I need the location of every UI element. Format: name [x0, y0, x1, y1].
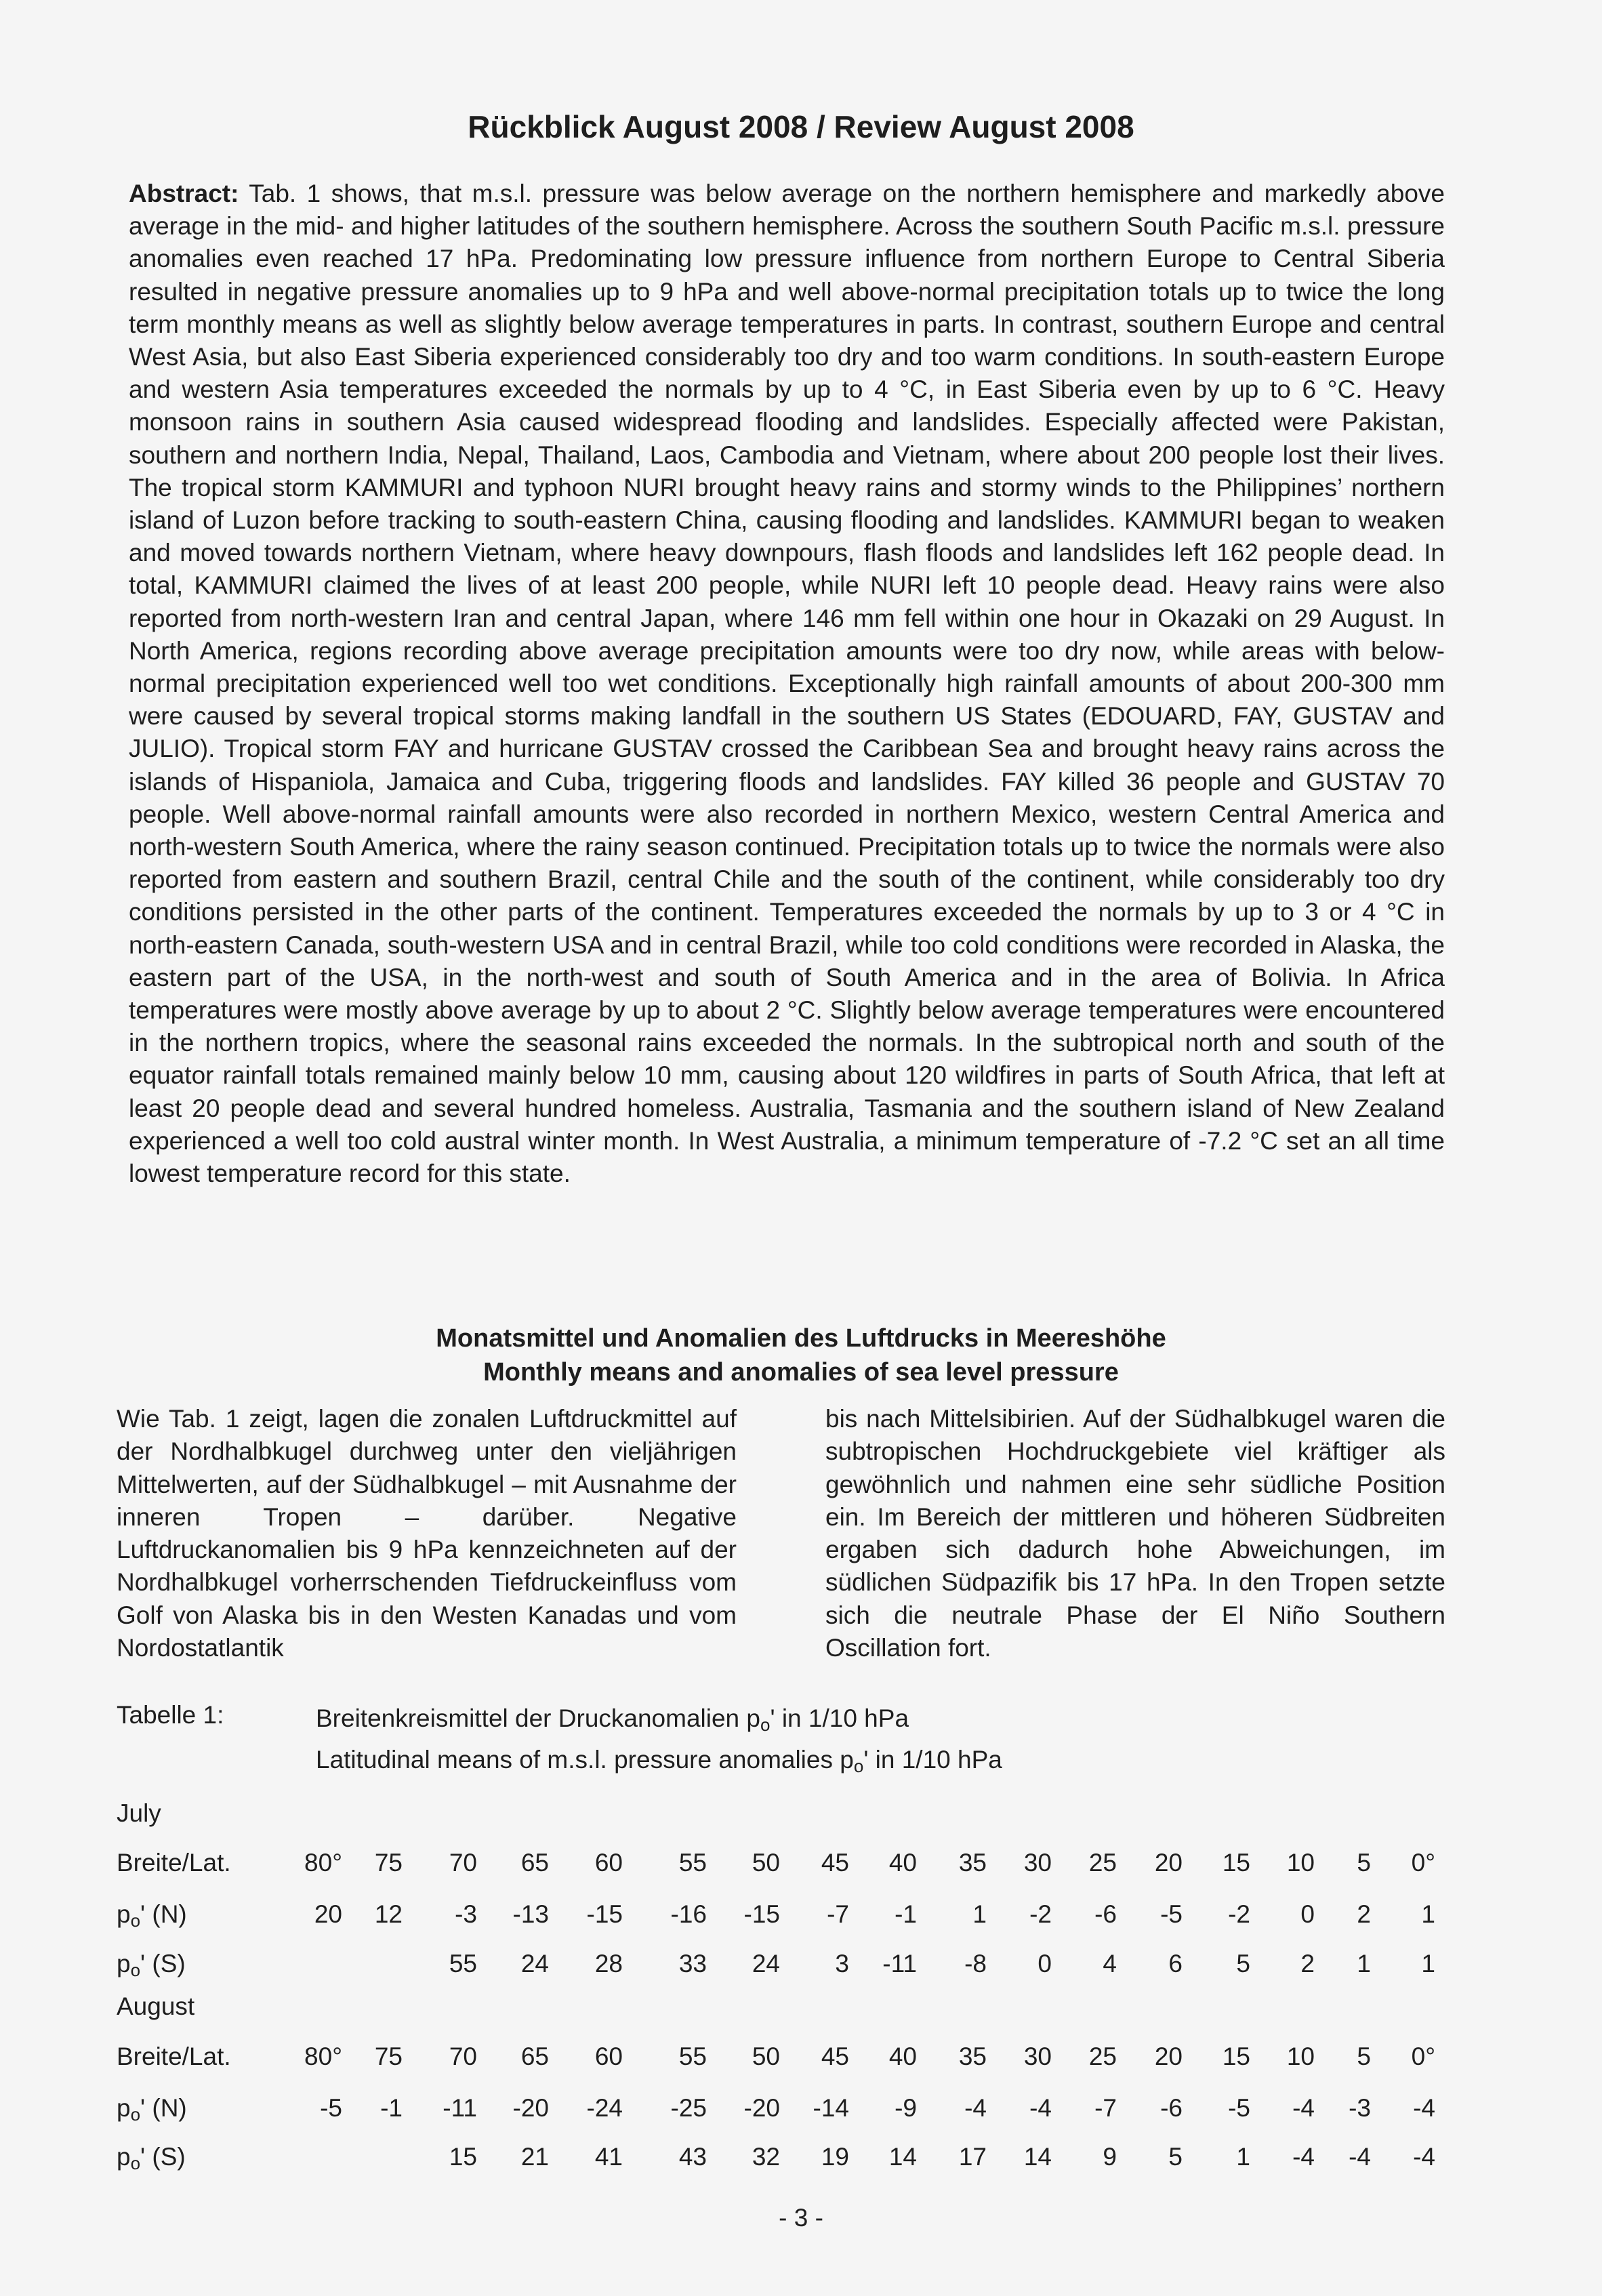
section-heading-en: Monthly means and anomalies of sea level pressure: [483, 1358, 1119, 1387]
table-cell: 65: [520, 2043, 549, 2070]
body-column-right: bis nach Mittelsibirien. Auf der Südhalbkugel waren die subtropischen Hochdruckgebiete viel kräftiger als gewöhnlich und nahmen eine sehr südliche Position ein. Im Bereich der mittleren und höheren Südbreiten ergaben sich dadurch hohe Abweichungen, im südlichen Südpazifik bis 17 hPa. In den Tropen setzte sich die neutrale Phase der El Niño Southern Oscillation fort.: [825, 1405, 1445, 1662]
table-caption: [316, 1701, 1002, 1784]
table-row: [0, 1950, 1602, 1984]
caption-de-text: Breitenkreismittel der Druckanomalien p: [316, 1704, 760, 1732]
table-cell: -16: [670, 1900, 707, 1928]
abstract-label: Abstract:: [129, 180, 239, 207]
table-cell: -6: [1160, 2094, 1183, 2122]
table-cell: 17: [958, 2143, 987, 2171]
table-cell: 55: [678, 1849, 707, 1877]
table-cell: 5: [1357, 2043, 1371, 2070]
table-cell: -5: [1160, 1900, 1183, 1928]
table-cell: 65: [520, 1849, 549, 1877]
table-cell: 6: [1168, 1950, 1183, 1977]
table-cell: 40: [888, 2043, 917, 2070]
table-cell: 45: [821, 2043, 849, 2070]
table-cell: 20: [314, 1900, 342, 1928]
table-cell: 60: [594, 1849, 623, 1877]
table-cell: 1: [1236, 2143, 1250, 2171]
table-cell: 15: [1222, 1849, 1250, 1877]
table-month-heading: August: [117, 1992, 195, 2020]
table-cell: 32: [752, 2143, 780, 2171]
p-subscript: o: [130, 2104, 141, 2125]
table-cell: 43: [678, 2143, 707, 2171]
hemisphere-suffix: ' (S): [140, 2143, 186, 2171]
table-cell: 0: [1300, 1900, 1315, 1928]
table-label: Tabelle 1:: [117, 1701, 224, 1729]
table-cell: -4: [1292, 2094, 1315, 2122]
table-cell: -7: [1094, 2094, 1117, 2122]
table-cell: 33: [678, 1950, 707, 1977]
table-cell: 5: [1168, 2143, 1183, 2171]
table-cell: 1: [1421, 1900, 1435, 1928]
table-cell: 75: [374, 1849, 403, 1877]
table-cell: 35: [958, 1849, 987, 1877]
table-cell: -20: [743, 2094, 780, 2122]
row-label-north: [117, 1900, 187, 1931]
table-cell: 30: [1023, 2043, 1052, 2070]
table-cell: 80°: [304, 2043, 342, 2070]
section-heading: [0, 1321, 1602, 1389]
p-symbol: p: [117, 2094, 131, 2122]
p-subscript: o: [130, 1960, 141, 1980]
table-cell: 20: [1154, 2043, 1183, 2070]
row-label-latitude: Breite/Lat.: [117, 2043, 231, 2070]
row-label-south: [117, 2143, 186, 2174]
table-cell: 80°: [304, 1849, 342, 1877]
table-cell: -15: [743, 1900, 780, 1928]
caption-de-subscript: o: [760, 1715, 771, 1735]
p-subscript: o: [130, 1910, 141, 1931]
body-column-left: Wie Tab. 1 zeigt, lagen die zonalen Luftdruckmittel auf der Nordhalbkugel durchweg unter den vieljährigen Mittelwerten, auf der Südhalbkugel – mit Ausnahme der inneren Tropen – darüber. Negative Luftdruckanomalien bis 9 hPa kennzeichneten auf der Nordhalbkugel vorherrschenden Tiefdruckeinfluss vom Golf von Alaska bis in den Westen Kanadas und vom Nordostatlantik: [117, 1405, 737, 1662]
table-cell: -4: [1029, 2094, 1052, 2122]
table-cell: -7: [827, 1900, 849, 1928]
table-row: [0, 1900, 1602, 1934]
table-cell: -4: [1292, 2143, 1315, 2171]
table-cell: 10: [1286, 2043, 1315, 2070]
table-cell: 75: [374, 2043, 403, 2070]
table-cell: 9: [1103, 2143, 1117, 2171]
table-cell: -15: [586, 1900, 623, 1928]
table-cell: -2: [1228, 1900, 1250, 1928]
p-subscript: o: [130, 2153, 141, 2173]
table-cell: -4: [964, 2094, 987, 2122]
table-cell: -3: [455, 1900, 477, 1928]
table-cell: -3: [1349, 2094, 1371, 2122]
table-cell: 24: [752, 1950, 780, 1977]
row-label-south: [117, 1950, 186, 1981]
abstract-text: Tab. 1 shows, that m.s.l. pressure was below average on the northern hemisphere and markedly above average in the mid- and higher latitudes of the southern hemisphere. Across the southern South Pacific m.s.l. pressure anomalies even reached 17 hPa. Predominating low pressure influence from northern Europe to Central Siberia resulted in negative pressure anomalies up to 9 hPa and well above-normal precipitation totals up to twice the long term monthly means as well as slightly below average temperatures in parts. In contrast, southern Europe and central West Asia, but also East Siberia experienced considerably too dry and too warm conditions. In south-eastern Europe and western Asia temperatures exceeded the normals by up to 4 °C, in East Siberia even by up to 6 °C. Heavy monsoon rains in southern Asia caused widespread flooding and landslides. Especially affected were Pakistan, southern and northern India, Nepal, Thailand, Laos, Cambodia and Vietnam, where about 200 people lost their lives. The tropical storm KAMMURI and typhoon NURI brought heavy rains and stormy winds to the Philippines’ northern island of Luzon before tracking to south-eastern China, causing flooding and landslides. KAMMURI began to weaken and moved towards northern Vietnam, where heavy downpours, flash floods and landslides left 162 people dead. In total, KAMMURI claimed the lives of at least 200 people, while NURI left 10 people dead. Heavy rains were also reported from north-western Iran and central Japan, where 146 mm fell within one hour in Okazaki on 29 August. In North America, regions recording above average precipitation amounts were too dry now, while areas with below-normal precipitation experienced well too wet conditions. Exceptionally high rainfall amounts of about 200-300 mm were caused by several tropical storms making landfall in the southern US States (EDOUARD, FAY, GUSTAV and JULIO). Tropical storm FAY and hurricane GUSTAV crossed the Caribbean Sea and brought heavy rains across the islands of Hispaniola, Jamaica and Cuba, triggering floods and landslides. FAY killed 36 people and GUSTAV 70 people. Well above-normal rainfall amounts were also recorded in northern Mexico, western Central America and north-western South America, where the rainy season continued. Precipitation totals up to twice the normals were also reported from eastern and southern Brazil, central Chile and the south of the continent, while considerably too dry conditions persisted in the other parts of the continent. Temperatures exceeded the normals by up to 3 or 4 °C in north-eastern Canada, south-western USA and in central Brazil, while too cold conditions were recorded in Alaska, the eastern part of the USA, in the north-west and south of South America and in the area of Bolivia. In Africa temperatures were mostly above average by up to about 2 °C. Slightly below average temperatures were encountered in the northern tropics, where the seasonal rains exceeded the normals. In the subtropical north and south of the equator rainfall totals remained mainly below 10 mm, causing about 120 wildfires in parts of South Africa, that left at least 20 people dead and several hundred homeless. Australia, Tasmania and the southern island of New Zealand experienced a well too cold austral winter month. In West Australia, a minimum temperature of -7.2 °C set an all time lowest temperature record for this state.: [129, 180, 1445, 1188]
p-symbol: p: [117, 1900, 131, 1928]
table-cell: 0: [1038, 1950, 1052, 1977]
table-cell: -14: [813, 2094, 849, 2122]
table-cell: 28: [594, 1950, 623, 1977]
page-title: Rückblick August 2008 / Review August 2008: [468, 109, 1134, 144]
table-cell: -20: [512, 2094, 549, 2122]
table-cell: 1: [972, 1900, 987, 1928]
table-cell: -2: [1029, 1900, 1052, 1928]
table-row: [0, 1849, 1602, 1883]
caption-en-text: Latitudinal means of m.s.l. pressure anomalies p: [316, 1746, 854, 1774]
table-cell: 0°: [1411, 2043, 1435, 2070]
caption-de-unit: ' in 1/10 hPa: [770, 1704, 909, 1732]
table-month-heading: July: [117, 1799, 161, 1827]
table-cell: 55: [678, 2043, 707, 2070]
table-cell: -4: [1413, 2143, 1435, 2171]
table-cell: -5: [1228, 2094, 1250, 2122]
table-cell: 20: [1154, 1849, 1183, 1877]
table-cell: 1: [1357, 1950, 1371, 1977]
table-row: [0, 2094, 1602, 2128]
row-label-north: [117, 2094, 187, 2125]
table-cell: 41: [594, 2143, 623, 2171]
table-cell: 2: [1357, 1900, 1371, 1928]
row-label-latitude: Breite/Lat.: [117, 1849, 231, 1877]
table-cell: 24: [520, 1950, 549, 1977]
table-row: [0, 2043, 1602, 2076]
caption-en-unit: ' in 1/10 hPa: [863, 1746, 1002, 1774]
table-cell: -13: [512, 1900, 549, 1928]
table-cell: -24: [586, 2094, 623, 2122]
hemisphere-suffix: ' (S): [140, 1950, 186, 1977]
p-symbol: p: [117, 1950, 131, 1977]
hemisphere-suffix: ' (N): [140, 1900, 187, 1928]
table-cell: 14: [888, 2143, 917, 2171]
table-cell: -9: [895, 2094, 917, 2122]
table-cell: -6: [1094, 1900, 1117, 1928]
table-cell: -1: [895, 1900, 917, 1928]
page-number: - 3 -: [779, 2204, 823, 2232]
table-cell: 15: [449, 2143, 477, 2171]
table-cell: 40: [888, 1849, 917, 1877]
table-cell: 70: [449, 2043, 477, 2070]
table-cell: 25: [1088, 1849, 1117, 1877]
table-cell: 55: [449, 1950, 477, 1977]
table-cell: 60: [594, 2043, 623, 2070]
table-cell: 19: [821, 2143, 849, 2171]
table-cell: -4: [1349, 2143, 1371, 2171]
table-cell: 4: [1103, 1950, 1117, 1977]
table-cell: 2: [1300, 1950, 1315, 1977]
table-row: [0, 2143, 1602, 2177]
table-cell: 35: [958, 2043, 987, 2070]
table-cell: -1: [380, 2094, 403, 2122]
table-cell: -5: [320, 2094, 342, 2122]
section-heading-de: Monatsmittel und Anomalien des Luftdrucks in Meereshöhe: [436, 1324, 1166, 1353]
table-cell: 14: [1023, 2143, 1052, 2171]
table-caption-en: [316, 1742, 1002, 1784]
table-cell: 5: [1236, 1950, 1250, 1977]
table-cell: 1: [1421, 1950, 1435, 1977]
table-cell: 21: [520, 2143, 549, 2171]
table-cell: 70: [449, 1849, 477, 1877]
table-cell: 15: [1222, 2043, 1250, 2070]
table-cell: 50: [752, 2043, 780, 2070]
table-cell: 30: [1023, 1849, 1052, 1877]
table-cell: 12: [374, 1900, 403, 1928]
table-cell: -11: [882, 1950, 917, 1977]
table-cell: 25: [1088, 2043, 1117, 2070]
table-cell: -4: [1413, 2094, 1435, 2122]
table-cell: -8: [964, 1950, 987, 1977]
table-cell: 0°: [1411, 1849, 1435, 1877]
table-cell: 5: [1357, 1849, 1371, 1877]
table-cell: -25: [670, 2094, 707, 2122]
table-cell: 50: [752, 1849, 780, 1877]
hemisphere-suffix: ' (N): [140, 2094, 187, 2122]
caption-en-subscript: o: [853, 1756, 864, 1776]
table-cell: -11: [443, 2094, 477, 2122]
table-cell: 45: [821, 1849, 849, 1877]
abstract-paragraph: [129, 178, 1445, 1190]
table-caption-de: [316, 1701, 1002, 1742]
table-cell: 3: [835, 1950, 849, 1977]
p-symbol: p: [117, 2143, 131, 2171]
table-cell: 10: [1286, 1849, 1315, 1877]
